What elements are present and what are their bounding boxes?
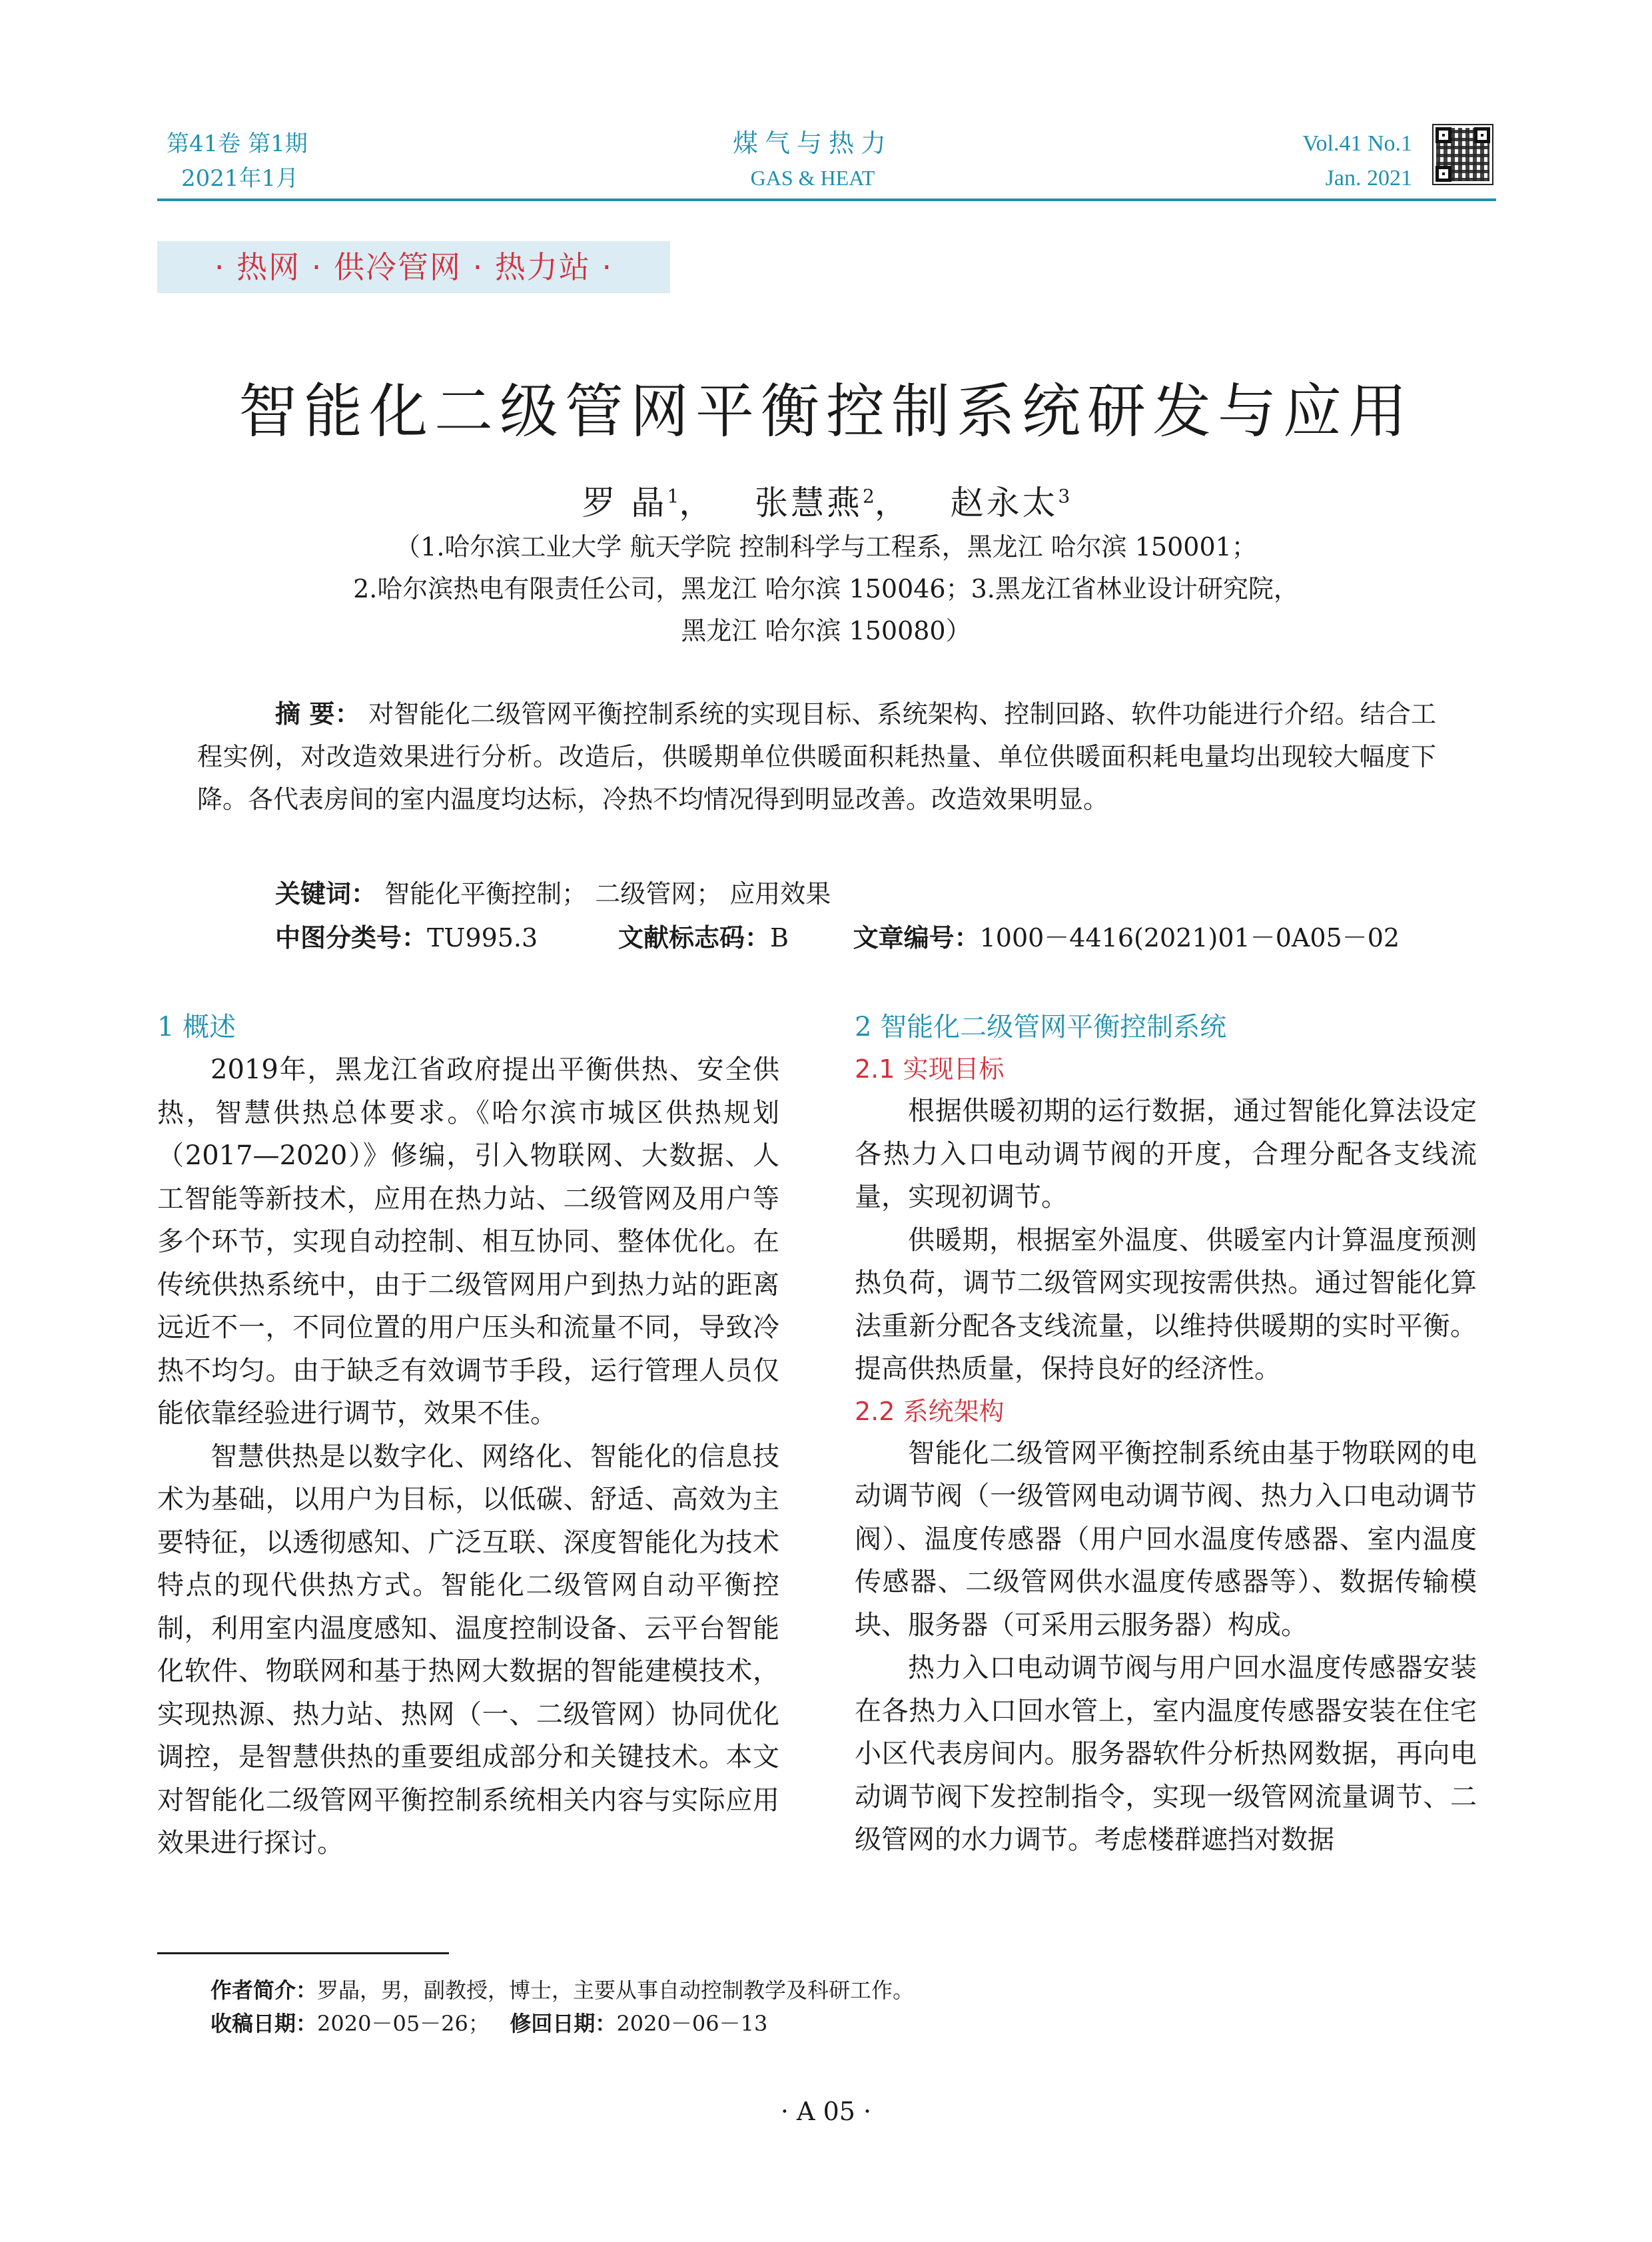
- body-paragraph: 根据供暖初期的运行数据，通过智能化算法设定各热力入口电动调节阀的开度，合理分配各支线流量，实现初调节。: [855, 1096, 1477, 1212]
- keywords-label: 关键词：: [275, 879, 377, 909]
- volume-en: Vol.41 No.1: [1302, 131, 1412, 156]
- right-column: [855, 1006, 1477, 1862]
- section-tag-label: · 热网 · 供冷管网 · 热力站 ·: [214, 249, 614, 285]
- left-column: [157, 1006, 779, 1865]
- article-number-label: 文章编号：: [853, 923, 980, 952]
- journal-name: [666, 125, 959, 194]
- affiliations: [0, 526, 1652, 652]
- clc-label: 中图分类号：: [275, 923, 428, 952]
- footnote-rule: [157, 1952, 449, 1954]
- author-name: 赵永太: [950, 484, 1058, 522]
- affiliation-line: 黑龙江 哈尔滨 150080）: [681, 616, 971, 645]
- author-bio: [210, 1974, 914, 2006]
- author-name: 罗 晶: [582, 484, 667, 522]
- body-paragraph: 智慧供热是以数字化、网络化、智能化的信息技术为基础，以用户为目标，以低碳、舒适、高效为主要特征，以透彻感知、广泛互联、深度智能化为技术特点的现代供热方式。智能化二级管网自动平衡控制，利用室内温度感知、温度控制设备、云平台智能化软件、物联网和基于热网大数据的智能建模技术，实现热源、热力站、热网（一、二级管网）协同优化调控，是智慧供热的重要组成部分和关键技术。本文对智能化二级管网平衡控制系统相关内容与实际应用效果进行探讨。: [157, 1441, 779, 1858]
- classification-line: [275, 917, 1400, 959]
- volume-issue: 第41卷 第1期: [167, 131, 308, 157]
- received-date: 2020－05－26；: [317, 2011, 490, 2036]
- journal-en: GAS & HEAT: [750, 166, 875, 190]
- page-number: · A 05 ·: [780, 2097, 872, 2126]
- date-cn: 2021年1月: [181, 165, 299, 192]
- abstract: [197, 693, 1436, 821]
- author-bio-label: 作者简介：: [210, 1978, 318, 2003]
- keywords-text: 智能化平衡控制； 二级管网； 应用效果: [384, 879, 831, 909]
- author-list: 罗 晶$^1$， 张慧燕$^2$， 赵永太$^3$: [582, 484, 1070, 522]
- author-name: 张慧燕: [755, 484, 863, 522]
- clc-value: TU995.3: [427, 923, 538, 952]
- affiliation-line: 2.哈尔滨热电有限责任公司，黑龙江 哈尔滨 150046；3.黑龙江省林业设计研究院，: [353, 574, 1299, 603]
- body-paragraph: 供暖期，根据室外温度、供暖室内计算温度预测热负荷，调节二级管网实现按需供热。通过智能化算法重新分配各支线流量，以维持供暖期的实时平衡。提高供热质量，保持良好的经济性。: [855, 1224, 1477, 1384]
- received-label: 收稿日期：: [210, 2011, 318, 2036]
- revised-date: 2020－06－13: [616, 2011, 768, 2036]
- affiliation-line: （1.哈尔滨工业大学 航天学院 控制科学与工程系，黑龙江 哈尔滨 150001；: [395, 532, 1257, 561]
- body-paragraph: 2019年，黑龙江省政府提出平衡供热、安全供热，智慧供热总体要求。《哈尔滨市城区供热规划（2017—2020）》修编，引入物联网、大数据、人工智能等新技术，应用在热力站、二级管网及用户等多个环节，实现自动控制、相互协同、整体优化。在传统供热系统中，由于二级管网用户到热力站的距离远近不一，不同位置的用户压头和流量不同，导致冷热不均匀。由于缺乏有效调节手段，运行管理人员仅能依靠经验进行调节，效果不佳。: [157, 1054, 779, 1429]
- article-title: 智能化二级管网平衡控制系统研发与应用: [238, 377, 1414, 446]
- date-en: Jan. 2021: [1325, 166, 1412, 190]
- keywords: [275, 873, 831, 915]
- author-affil-mark: 1: [667, 485, 679, 508]
- header-left: [167, 127, 308, 196]
- dates-line: [210, 2008, 767, 2040]
- doc-code-value: B: [770, 923, 789, 952]
- subsection-2-1-heading: 2.1 实现目标: [855, 1054, 1005, 1084]
- abstract-label: 摘 要：: [275, 699, 360, 729]
- header-right: [1302, 127, 1412, 196]
- abstract-text: 对智能化二级管网平衡控制系统的实现目标、系统架构、控制回路、软件功能进行介绍。结合工程实例，对改造效果进行分析。改造后，供暖期单位供暖面积耗热量、单位供暖面积耗电量均出现较大幅度下降。各代表房间的室内温度均达标，冷热不均情况得到明显改善。改造效果明显。: [197, 699, 1436, 814]
- author-affil-mark: 3: [1058, 485, 1070, 508]
- section-tag: [157, 241, 670, 293]
- doc-code-label: 文献标志码：: [618, 923, 770, 952]
- body-paragraph: 热力入口电动调节阀与用户回水温度传感器安装在各热力入口回水管上，室内温度传感器安装在住宅小区代表房间内。服务器软件分析热网数据，再向电动调节阀下发控制指令，实现一级管网流量调节、二级管网的水力调节。考虑楼群遮挡对数据: [855, 1653, 1477, 1855]
- subsection-2-2-heading: 2.2 系统架构: [855, 1396, 1005, 1426]
- author-bio-text: 罗晶，男，副教授，博士，主要从事自动控制教学及科研工作。: [317, 1978, 915, 2003]
- revised-label: 修回日期：: [510, 2011, 617, 2036]
- qr-code-icon[interactable]: [1432, 124, 1493, 185]
- author-affil-mark: 2: [863, 485, 875, 508]
- article-number-value: 1000－4416(2021)01－0A05－02: [979, 923, 1400, 952]
- header-rule: [157, 198, 1496, 201]
- journal-cn: 煤气与热力: [732, 129, 893, 158]
- section-2-heading: 2 智能化二级管网平衡控制系统: [855, 1012, 1227, 1042]
- section-1-heading: 1 概述: [157, 1012, 236, 1042]
- body-paragraph: 智能化二级管网平衡控制系统由基于物联网的电动调节阀（一级管网电动调节阀、热力入口电动调节阀）、温度传感器（用户回水温度传感器、室内温度传感器、二级管网供水温度传感器等）、数据传输模块、服务器（可采用云服务器）构成。: [855, 1437, 1477, 1641]
